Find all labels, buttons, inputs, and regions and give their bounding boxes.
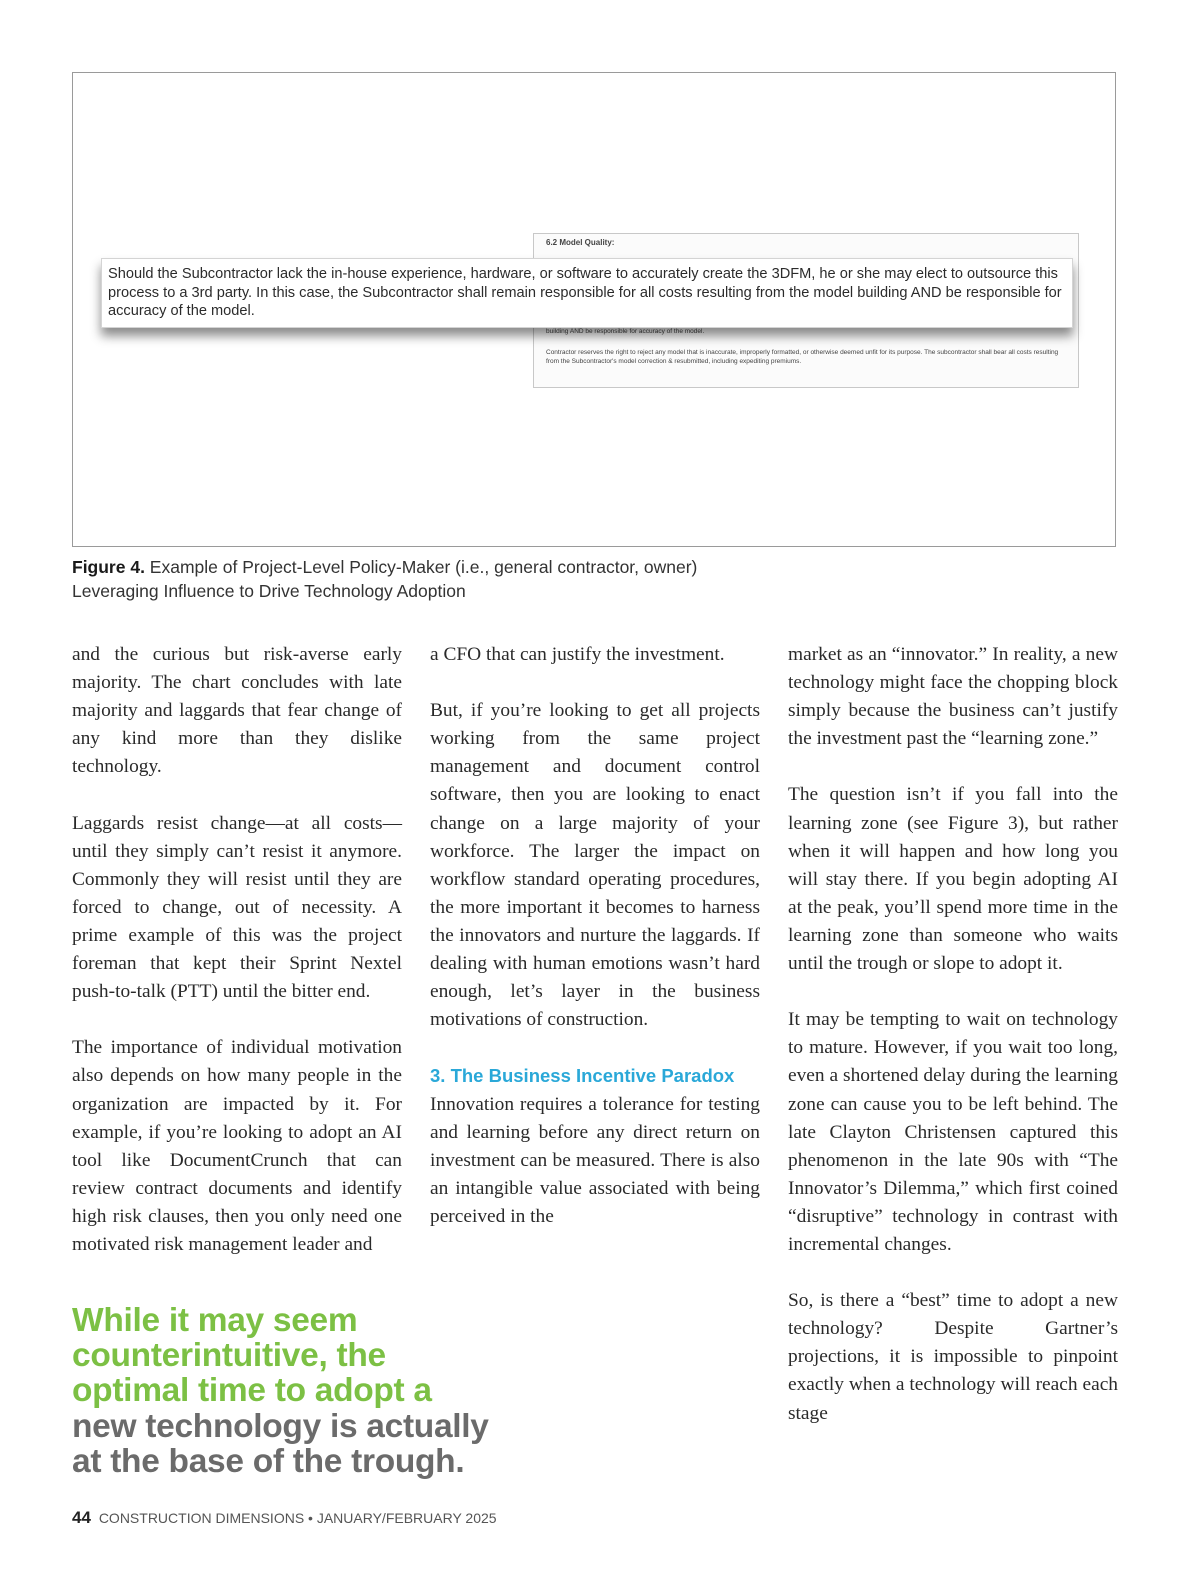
scan-section-heading: 6.2 Model Quality: — [546, 238, 615, 247]
figure-caption — [72, 555, 752, 603]
paragraph: and the curious but risk-averse early majority. The chart concludes with late majority and laggards that fear change of any kind more than they dislike technology. — [72, 644, 402, 778]
section-3 — [430, 1062, 760, 1231]
pull-quote-line: new technology is actually — [72, 1407, 489, 1445]
article-column-1 — [72, 641, 402, 1287]
paragraph: a CFO that can justify the investment. — [430, 644, 725, 665]
article-column-2 — [430, 641, 760, 1259]
paragraph: It may be tempting to wait on technology to mature. However, if you wait too long, even a shortened delay during the learning zone can cause you to be left behind. The late Clayton Christensen captured this phenomenon in the late 90s with “The Innovator’s Dilemma,” which first coined “disruptive” technology in contrast with incremental changes. — [788, 1009, 1118, 1255]
paragraph: So, is there a “best” time to adopt a new technology? Despite Gartner’s projections, it is impossible to pinpoint exactly when a technology will reach each stage — [788, 1290, 1118, 1424]
paragraph: Innovation requires a tolerance for testing and learning before any direct return on investment can be measured. There is also an intangible value associated with being perceived in the — [430, 1093, 760, 1227]
article-column-3 — [788, 641, 1118, 1456]
pull-quote-line: While it may seem — [72, 1302, 358, 1339]
figure-caption-text: Example of Project-Level Policy-Maker (i.e., general contractor, owner) Leveraging Influence to Drive Technology Adoption — [72, 557, 698, 601]
paragraph: But, if you’re looking to get all projects working from the same project management and document control software, then you are looking to enact change on a large majority of your workforce. The larger the impact on workflow standard operating procedures, the more important it becomes to harness the innovators and nurture the laggards. If dealing with human emotions wasn’t hard enough, let’s layer in the business motivations of construction. — [430, 700, 760, 1031]
paragraph: Laggards resist change—at all costs—until they simply can’t resist it anymore. Commonly they will resist until they are forced to change, out of necessity. A prime example of this was the project foreman that kept their Sprint Nextel push-to-talk (PTT) until the bitter end. — [72, 812, 402, 1003]
zoomed-contract-clause: Should the Subcontractor lack the in-house experience, hardware, or software to accurately create the 3DFM, he or she may elect to outsource this process to a 3rd party. In this case, the Subcontractor shall remain responsible for all costs resulting from the model building AND be responsible for accuracy of the model. — [101, 258, 1073, 328]
page-number: 44 — [72, 1508, 91, 1527]
pull-quote-line: optimal time to adopt a — [72, 1372, 432, 1410]
pull-quote-line: at the base of the trough. — [72, 1442, 465, 1480]
pull-quote-line: counterintuitive, the — [72, 1337, 386, 1375]
publication-line: CONSTRUCTION DIMENSIONS • JANUARY/FEBRUARY 2025 — [98, 1510, 497, 1526]
figure-4-image — [72, 72, 1116, 547]
scan-paragraph: Contractor reserves the right to reject any model that is inaccurate, improperly formatted, or otherwise deemed unfit for its purpose. The subcontractor shall bear all costs resulting from the Subcontractor's model correction & resubmitted, including expediting premiums. — [546, 349, 1059, 365]
paragraph: The question isn’t if you fall into the learning zone (see Figure 3), but rather when it will happen and how long you will stay there. If you begin adopting AI at the peak, you’ll spend more time in the learning zone than someone who waits until the trough or slope to adopt it. — [788, 784, 1118, 975]
section-subhead: 3. The Business Incentive Paradox — [430, 1065, 735, 1087]
page-footer — [72, 1508, 497, 1528]
scan-text-line: building AND be responsible for accuracy of the model. — [546, 328, 705, 335]
paragraph: market as an “innovator.” In reality, a new technology might face the chopping block simply because the business can’t justify the investment past the “learning zone.” — [788, 644, 1118, 750]
pull-quote — [72, 1303, 542, 1479]
figure-caption-label: Figure 4. — [72, 557, 145, 577]
paragraph: The importance of individual motivation also depends on how many people in the organization are impacted by it. For example, if you’re looking to adopt an AI tool like DocumentCrunch that can review contract documents and identify high risk clauses, then you only need one motivated risk management leader and — [72, 1037, 402, 1255]
